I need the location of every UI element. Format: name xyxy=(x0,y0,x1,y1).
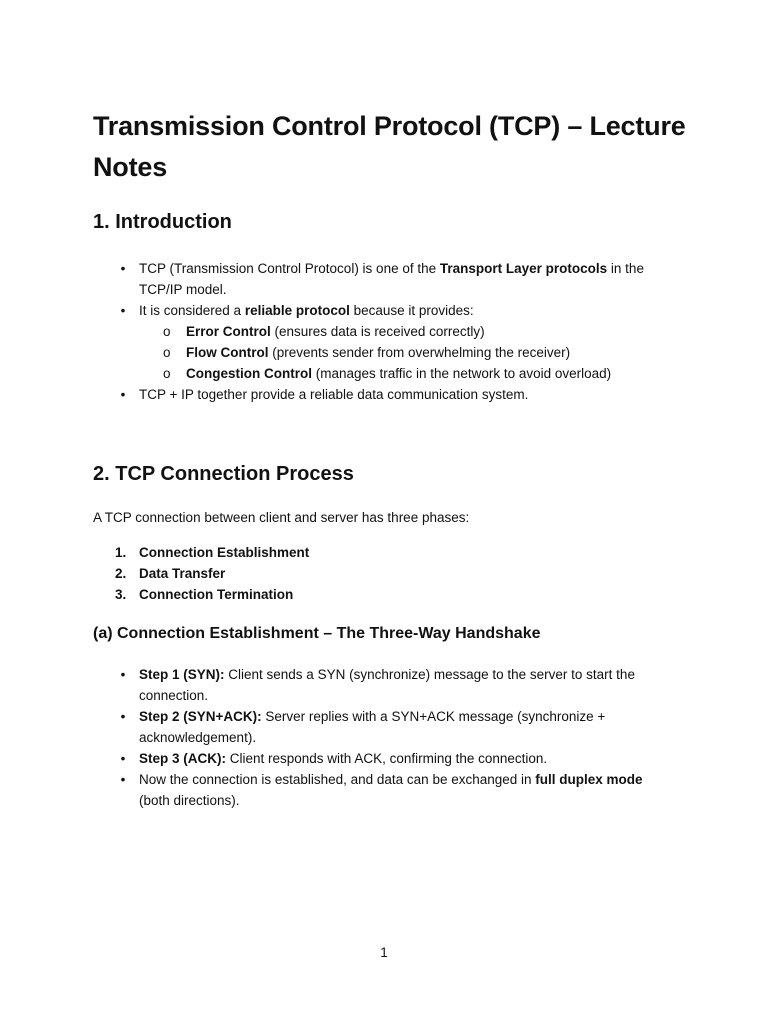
sub-list-item xyxy=(139,321,683,342)
list-item-text: in the TCP/IP model. xyxy=(139,261,644,297)
list-item-bold-text: full duplex mode xyxy=(535,772,643,787)
phase-number: 3. xyxy=(115,587,127,602)
circle-bullet-icon: o xyxy=(163,345,171,360)
sub-list xyxy=(139,321,683,384)
subsection-heading-three-way-handshake: (a) Connection Establishment – The Three-Way Handshake xyxy=(93,625,541,642)
bullet-icon: • xyxy=(120,303,126,318)
section-heading-connection-process: 2. TCP Connection Process xyxy=(93,463,354,485)
sub-item-text: (ensures data is received correctly) xyxy=(270,324,485,339)
list-item xyxy=(93,384,683,405)
step-label: Step 2 (SYN+ACK): xyxy=(139,709,262,724)
phase-label: Data Transfer xyxy=(139,566,226,581)
list-item-bold-text: Transport Layer protocols xyxy=(439,261,608,276)
bullet-icon: • xyxy=(120,751,126,766)
phase-item xyxy=(93,563,593,584)
list-item-text: (both directions). xyxy=(139,793,240,808)
connection-intro-paragraph: A TCP connection between client and server has three phases: xyxy=(93,510,470,525)
list-item-text: TCP (Transmission Control Protocol) is one of the xyxy=(139,261,440,276)
phase-item xyxy=(93,542,593,563)
sub-item-text: (manages traffic in the network to avoid overload) xyxy=(311,366,612,381)
list-item-text: Now the connection is established, and data can be exchanged in xyxy=(139,772,536,787)
list-item-text: because it provides: xyxy=(349,303,474,318)
list-item xyxy=(93,748,673,769)
bullet-icon: • xyxy=(120,772,126,787)
document-title: Transmission Control Protocol (TCP) – Lecture Notes xyxy=(93,111,686,182)
phase-label: Connection Termination xyxy=(139,587,294,602)
sub-list-item xyxy=(139,363,683,384)
list-item-bold-text: reliable protocol xyxy=(244,303,350,318)
list-item xyxy=(93,300,683,384)
step-label: Step 1 (SYN): xyxy=(139,667,225,682)
handshake-steps-list xyxy=(93,664,673,811)
phase-item xyxy=(93,584,593,605)
sub-list-item xyxy=(139,342,683,363)
step-text: Client sends a SYN (synchronize) message to the server to start the connection. xyxy=(139,667,635,703)
list-item xyxy=(93,769,673,811)
step-text: Client responds with ACK, confirming the connection. xyxy=(226,751,548,766)
phase-number: 1. xyxy=(115,545,127,560)
page-number: 1 xyxy=(380,945,388,960)
sub-item-text: (prevents sender from overwhelming the receiver) xyxy=(268,345,571,360)
sub-item-bold-text: Error Control xyxy=(186,324,271,339)
sub-item-bold-text: Congestion Control xyxy=(186,366,312,381)
list-item xyxy=(93,706,673,748)
circle-bullet-icon: o xyxy=(163,324,171,339)
list-item xyxy=(93,664,673,706)
list-item-text: TCP + IP together provide a reliable data communication system. xyxy=(139,387,529,402)
phase-label: Connection Establishment xyxy=(139,545,310,560)
list-item-text: It is considered a xyxy=(139,303,245,318)
step-text: Server replies with a SYN+ACK message (synchronize + acknowledgement). xyxy=(139,709,606,745)
bullet-icon: • xyxy=(120,261,126,276)
bullet-icon: • xyxy=(120,709,126,724)
phases-list xyxy=(93,542,593,605)
step-label: Step 3 (ACK): xyxy=(139,751,226,766)
bullet-icon: • xyxy=(120,387,126,402)
list-item xyxy=(93,258,683,300)
bullet-icon: • xyxy=(120,667,126,682)
introduction-list xyxy=(93,258,683,405)
circle-bullet-icon: o xyxy=(163,366,171,381)
sub-item-bold-text: Flow Control xyxy=(186,345,269,360)
phase-number: 2. xyxy=(115,566,127,581)
section-heading-introduction: 1. Introduction xyxy=(93,211,232,233)
